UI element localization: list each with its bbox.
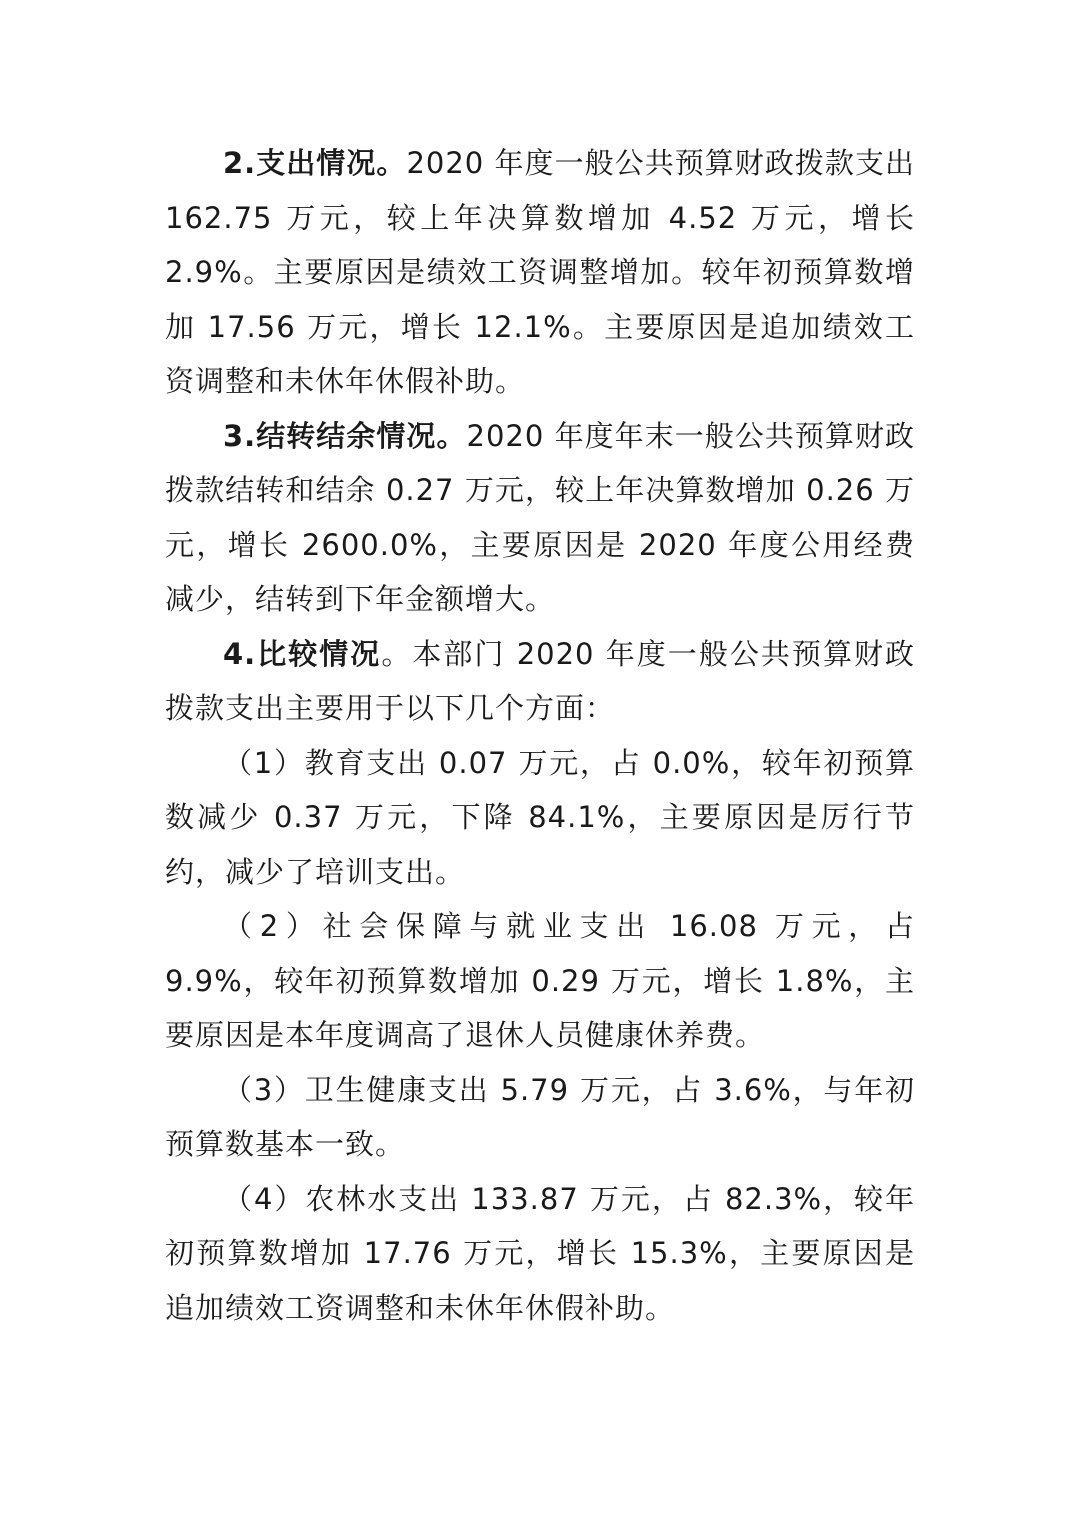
- document-page: [165, 136, 915, 1335]
- section-heading-expenditure: 2.支出情况。: [223, 146, 407, 180]
- section-body-carryover: 2020 年度年末一般公共预算财政拨款结转和结余 0.27 万元，较上年决算数增加 0.26 万元，增长 2600.0%，主要原因是 2020 年度公用经费减少，结转到下年金额增大。: [165, 418, 915, 616]
- section-heading-carryover: 3.结转结余情况。: [223, 418, 467, 453]
- section-heading-comparison: 4.比较情况: [223, 636, 382, 671]
- list-item: （4）农林水支出 133.87 万元，占 82.3%，较年初预算数增加 17.76 万元，增长 15.3%，主要原因是追加绩效工资调整和未休年休假补助。: [165, 1181, 915, 1325]
- section-body-expenditure: 2020 年度一般公共预算财政拨款支出 162.75 万元，较上年决算数增加 4.52 万元，增长 2.9%。主要原因是绩效工资调整增加。较年初预算数增加 17.56 万元，增长 12.1%。主要原因是追加绩效工资调整和未休年休假补助。: [165, 146, 915, 398]
- section-expenditure: [165, 136, 915, 409]
- list-item: （3）卫生健康支出 5.79 万元，占 3.6%，与年初预算数基本一致。: [165, 1072, 915, 1161]
- section-body-comparison: 。本部门 2020 年度一般公共预算财政拨款支出主要用于以下几个方面：: [165, 636, 915, 725]
- section-comparison: [165, 627, 915, 736]
- list-item: （1）教育支出 0.07 万元，占 0.0%，较年初预算数减少 0.37 万元，下降 84.1%，主要原因是厉行节约，减少了培训支出。: [165, 745, 915, 889]
- list-item: （2）社会保障与就业支出 16.08 万元，占 9.9%，较年初预算数增加 0.29 万元，增长 1.8%，主要原因是本年度调高了退休人员健康休养费。: [165, 909, 915, 1052]
- section-carryover: [165, 409, 915, 627]
